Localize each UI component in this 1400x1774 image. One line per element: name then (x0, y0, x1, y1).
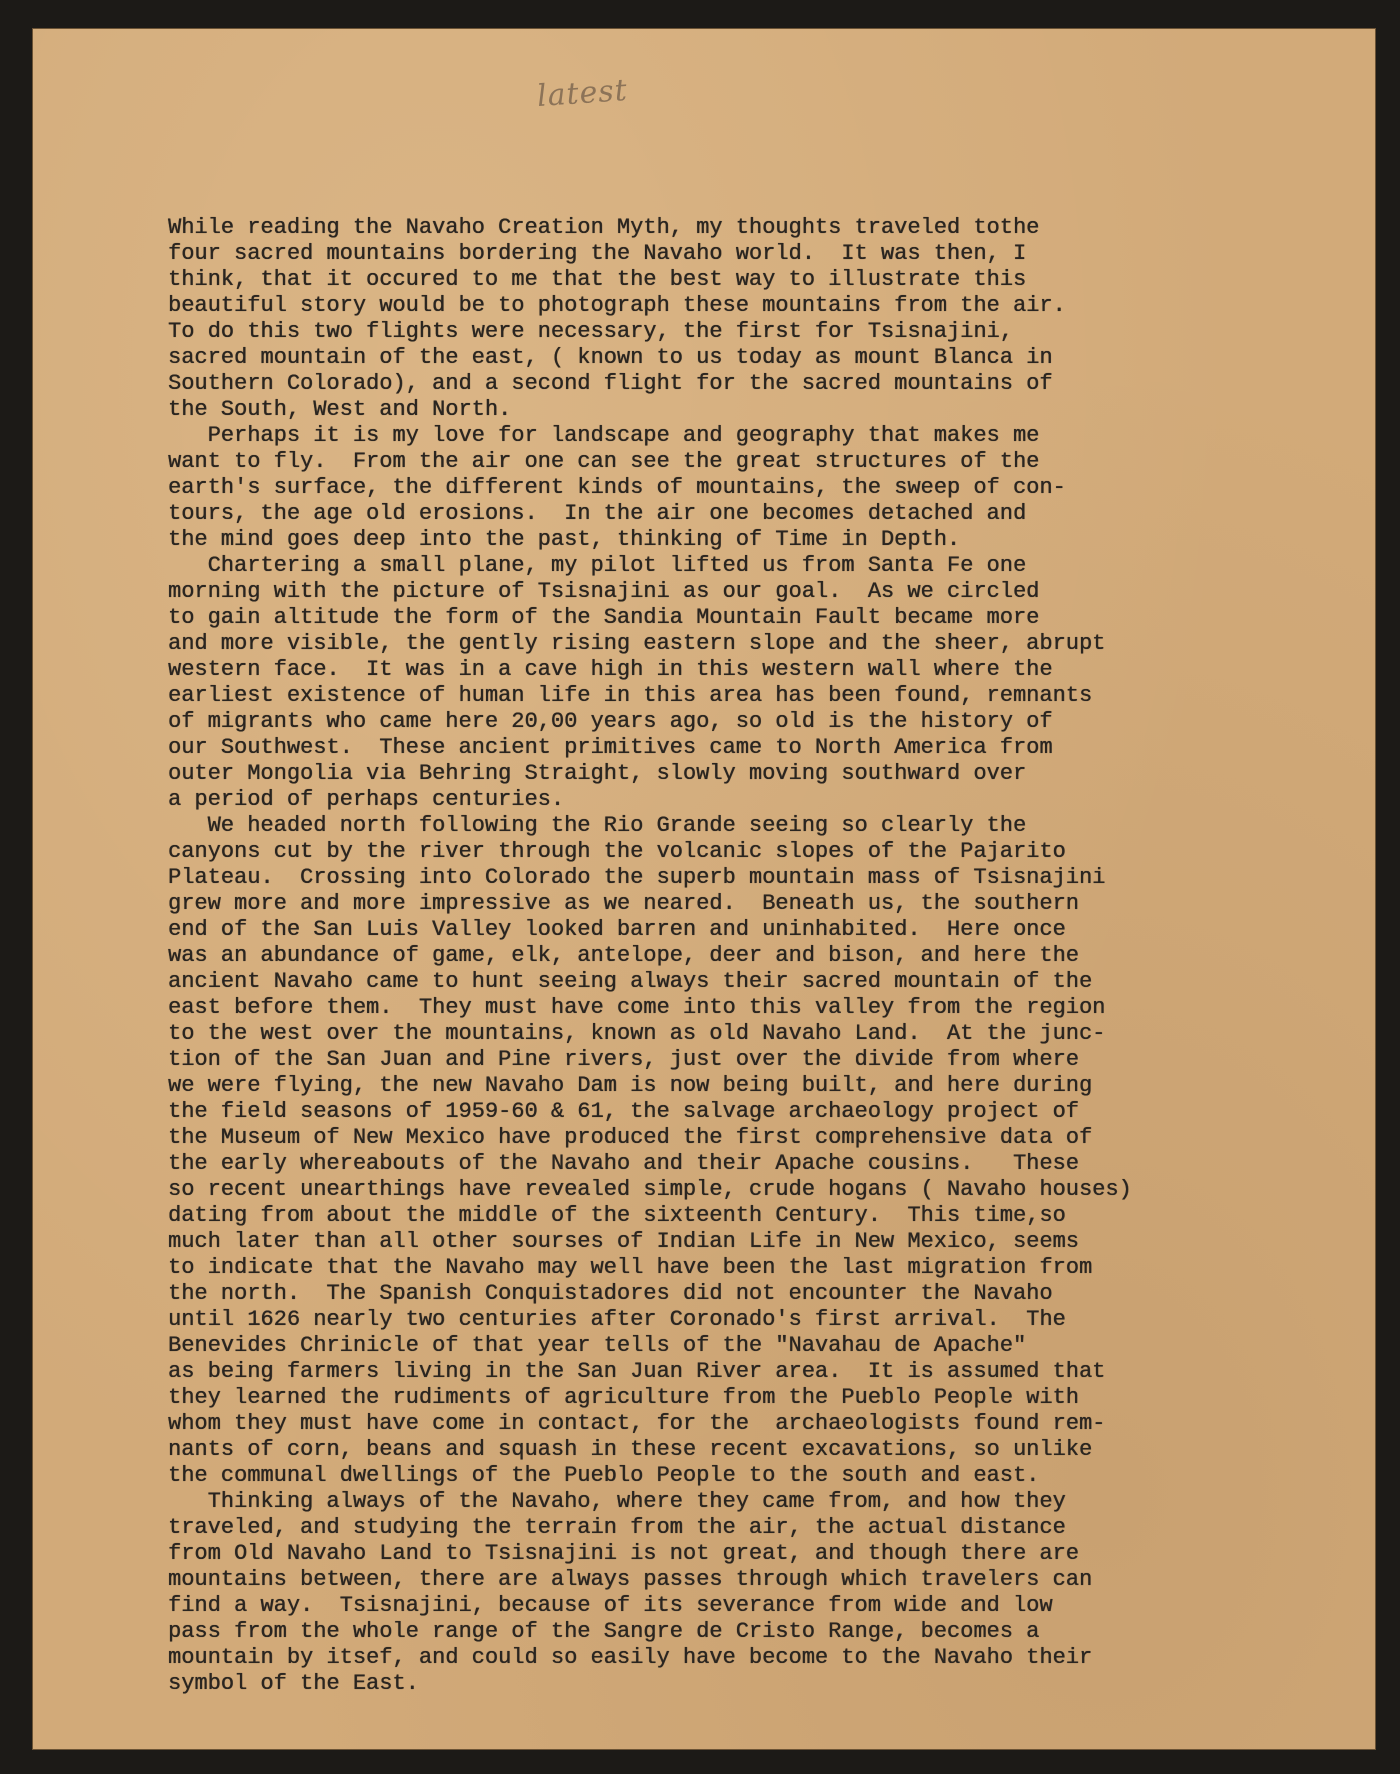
typed-line: to indicate that the Navaho may well have been the last migration from (168, 1255, 1093, 1280)
typed-line: ancient Navaho came to hunt seeing always their sacred mountain of the (168, 969, 1093, 994)
typed-line: until 1626 nearly two centuries after Coronado's first arrival. The (168, 1307, 1066, 1332)
typed-line: much later than all other sourses of Indian Life in New Mexico, seems (168, 1229, 1079, 1254)
typed-line: tion of the San Juan and Pine rivers, just over the divide from where (168, 1047, 1079, 1072)
typed-line: the Museum of New Mexico have produced the first comprehensive data of (168, 1125, 1093, 1150)
typed-line: earth's surface, the different kinds of mountains, the sweep of con- (168, 475, 1066, 500)
typed-line: so recent unearthings have revealed simple, crude hogans ( Navaho houses) (168, 1177, 1132, 1202)
typed-line: a period of perhaps centuries. (168, 787, 565, 812)
typed-line: of migrants who came here 20,00 years ago, so old is the history of (168, 709, 1053, 734)
typed-line: the north. The Spanish Conquistadores did not encounter the Navaho (168, 1281, 1053, 1306)
typed-line: nants of corn, beans and squash in these recent excavations, so unlike (168, 1437, 1093, 1462)
typed-line: We headed north following the Rio Grande seeing so clearly the (168, 813, 1027, 838)
typed-line: was an abundance of game, elk, antelope, deer and bison, and here the (168, 943, 1079, 968)
typed-line: While reading the Navaho Creation Myth, my thoughts traveled tothe (168, 215, 1040, 240)
typed-line: whom they must have come in contact, for the archaeologists found rem- (168, 1411, 1106, 1436)
typed-line: To do this two flights were necessary, the first for Tsisnajini, (168, 319, 1013, 344)
typed-line: east before them. They must have come into this valley from the region (168, 995, 1106, 1020)
typed-line: end of the San Luis Valley looked barren and uninhabited. Here once (168, 917, 1066, 942)
typed-line: tours, the age old erosions. In the air one becomes detached and (168, 501, 1027, 526)
typed-line: Chartering a small plane, my pilot lifted us from Santa Fe one (168, 553, 1027, 578)
typed-line: mountain by itsef, and could so easily have become to the Navaho their (168, 1645, 1093, 1670)
typed-line: our Southwest. These ancient primitives came to North America from (168, 735, 1053, 760)
typed-line: earliest existence of human life in this area has been found, remnants (168, 683, 1093, 708)
typed-page (32, 28, 1376, 1750)
typed-line: they learned the rudiments of agriculture from the Pueblo People with (168, 1385, 1079, 1410)
typescript-body (168, 215, 1318, 1697)
typed-line: western face. It was in a cave high in this western wall where the (168, 657, 1053, 682)
typed-line: Benevides Chrinicle of that year tells of the "Navahau de Apache" (168, 1333, 1027, 1358)
typed-line: the early whereabouts of the Navaho and their Apache cousins. These (168, 1151, 1079, 1176)
typed-line: dating from about the middle of the sixteenth Century. This time,so (168, 1203, 1066, 1228)
typed-line: the field seasons of 1959-60 & 61, the salvage archaeology project of (168, 1099, 1079, 1124)
typed-line: outer Mongolia via Behring Straight, slowly moving southward over (168, 761, 1027, 786)
typed-line: from Old Navaho Land to Tsisnajini is not great, and though there are (168, 1541, 1079, 1566)
typed-line: Southern Colorado), and a second flight for the sacred mountains of (168, 371, 1053, 396)
typed-line: the South, West and North. (168, 397, 512, 422)
typed-line: canyons cut by the river through the volcanic slopes of the Pajarito (168, 839, 1066, 864)
typed-line: symbol of the East. (168, 1671, 419, 1696)
handwritten-annotation: latest (535, 72, 629, 115)
typed-line: beautiful story would be to photograph these mountains from the air. (168, 293, 1066, 318)
typed-line: morning with the picture of Tsisnajini as our goal. As we circled (168, 579, 1040, 604)
typed-line: traveled, and studying the terrain from the air, the actual distance (168, 1515, 1066, 1540)
typed-line: the mind goes deep into the past, thinking of Time in Depth. (168, 527, 961, 552)
typed-line: mountains between, there are always passes through which travelers can (168, 1567, 1093, 1592)
typed-line: and more visible, the gently rising eastern slope and the sheer, abrupt (168, 631, 1106, 656)
typed-line: find a way. Tsisnajini, because of its severance from wide and low (168, 1593, 1053, 1618)
typed-line: as being farmers living in the San Juan River area. It is assumed that (168, 1359, 1106, 1384)
typed-line: pass from the whole range of the Sangre de Cristo Range, becomes a (168, 1619, 1040, 1644)
typed-line: think, that it occured to me that the best way to illustrate this (168, 267, 1027, 292)
typed-line: Perhaps it is my love for landscape and geography that makes me (168, 423, 1040, 448)
typed-line: sacred mountain of the east, ( known to us today as mount Blanca in (168, 345, 1053, 370)
typed-line: want to fly. From the air one can see the great structures of the (168, 449, 1040, 474)
typed-line: to gain altitude the form of the Sandia Mountain Fault became more (168, 605, 1040, 630)
typed-line: grew more and more impressive as we neared. Beneath us, the southern (168, 891, 1079, 916)
typed-line: Thinking always of the Navaho, where they came from, and how they (168, 1489, 1066, 1514)
typed-line: Plateau. Crossing into Colorado the superb mountain mass of Tsisnajini (168, 865, 1106, 890)
typed-line: we were flying, the new Navaho Dam is now being built, and here during (168, 1073, 1093, 1098)
typed-line: the communal dwellings of the Pueblo People to the south and east. (168, 1463, 1040, 1488)
typed-line: four sacred mountains bordering the Navaho world. It was then, I (168, 241, 1027, 266)
typed-line: to the west over the mountains, known as old Navaho Land. At the junc- (168, 1021, 1106, 1046)
